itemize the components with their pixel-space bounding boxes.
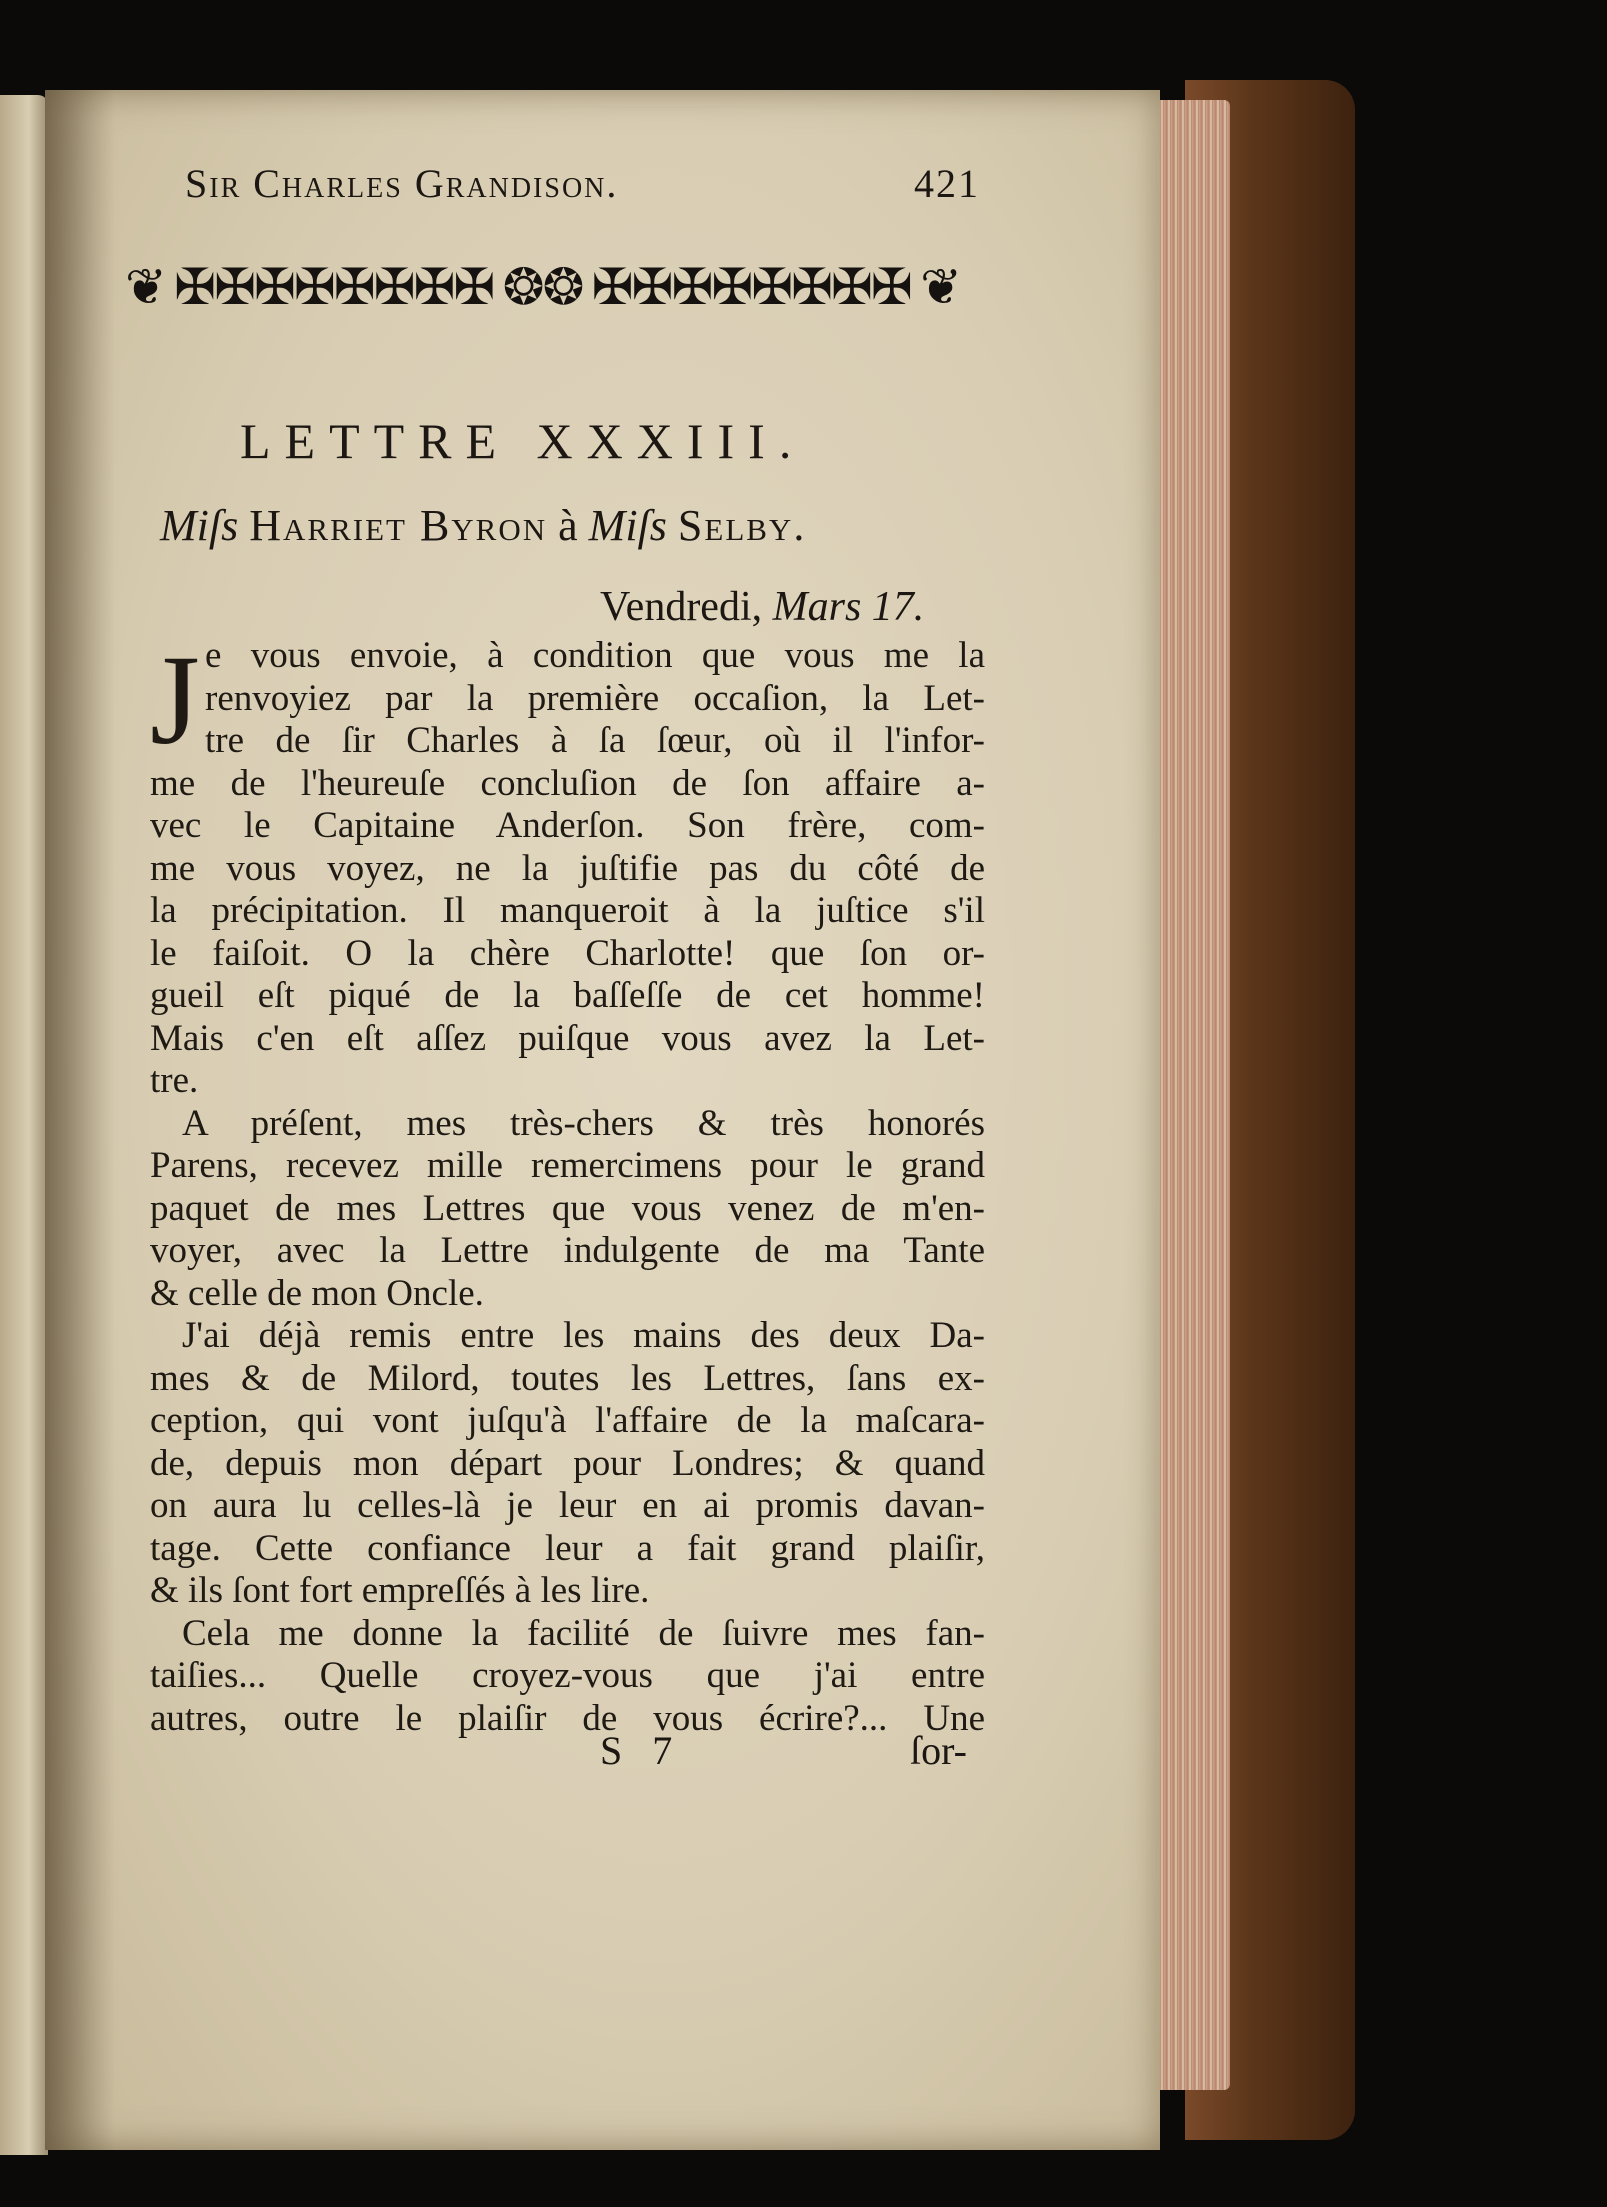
dateline bbox=[600, 583, 980, 631]
previous-page-edge bbox=[0, 95, 48, 2155]
to-prefix: Miſs bbox=[588, 501, 667, 550]
body-line: vec le Capitaine Anderſon. Son frère, com- bbox=[150, 805, 985, 846]
body-line: taiſies... Quelle croyez-vous que j'ai entre bbox=[150, 1655, 985, 1696]
body-line: A préſent, mes très-chers & très honorés bbox=[182, 1102, 985, 1144]
body-line: ception, qui vont juſqu'à l'affaire de la maſcara- bbox=[150, 1400, 985, 1441]
body-line: voyer, avec la Lettre indulgente de ma Tante bbox=[150, 1230, 985, 1271]
body-line: Parens, recevez mille remercimens pour le grand bbox=[150, 1145, 985, 1186]
body-line: gueil eſt piqué de la baſſeſſe de cet homme! bbox=[150, 975, 985, 1016]
gutter-shadow bbox=[45, 90, 115, 2150]
body-line: on aura lu celles-là je leur en ai promis davan- bbox=[150, 1485, 985, 1526]
body-line: tage. Cette confiance leur a fait grand plaiſir, bbox=[150, 1527, 985, 1569]
drop-cap: J bbox=[150, 629, 200, 771]
ornament-cross-row: ✠✠✠✠✠✠✠✠ bbox=[591, 259, 911, 315]
body-line: tre. bbox=[150, 1060, 199, 1101]
body-line: renvoyiez par la première occaſion, la Let- bbox=[205, 677, 985, 719]
running-head bbox=[185, 150, 980, 220]
body-line: Cela me donne la facilité de ſuivre mes fan- bbox=[182, 1612, 985, 1654]
ornament-center-icon: ❂❂ bbox=[502, 259, 583, 315]
ornamental-border bbox=[125, 250, 960, 325]
page-number: 421 bbox=[914, 161, 980, 206]
body-line: J'ai déjà remis entre les mains des deux Da- bbox=[182, 1315, 985, 1356]
dateline-date: Mars 17. bbox=[772, 584, 925, 630]
ornament-cross-row: ✠✠✠✠✠✠✠✠ bbox=[174, 259, 494, 315]
body-line: & ils ſont fort empreſſés à les lire. bbox=[150, 1570, 650, 1611]
body-line: me vous voyez, ne la juſtifie pas du côté de bbox=[150, 847, 985, 889]
body-line: mes & de Milord, toutes les Lettres, ſans ex- bbox=[150, 1357, 985, 1399]
body-line: le faiſoit. O la chère Charlotte! que ſon or- bbox=[150, 932, 985, 974]
running-title: Sir Charles Grandison. bbox=[185, 161, 619, 206]
salutation-connector: à bbox=[558, 501, 578, 550]
to-name: Selby. bbox=[677, 501, 807, 550]
body-line: tre de ſir Charles à ſa ſœur, où il l'infor- bbox=[205, 720, 985, 761]
ornament-flower-icon: ❦ bbox=[125, 259, 165, 315]
from-prefix: Miſs bbox=[160, 501, 239, 550]
from-name: Harriet Byron bbox=[249, 501, 548, 550]
signature-mark: S 7 bbox=[600, 1728, 683, 1773]
letter-salutation bbox=[160, 500, 960, 551]
body-line: de, depuis mon départ pour Londres; & quand bbox=[150, 1442, 985, 1484]
letter-body bbox=[150, 629, 985, 1740]
letter-heading: LETTRE XXXIII. bbox=[240, 413, 806, 469]
page-fore-edge bbox=[1150, 100, 1230, 2090]
body-line: & celle de mon Oncle. bbox=[150, 1272, 484, 1314]
body-line: e vous envoie, à condition que vous me la bbox=[205, 635, 985, 676]
body-line: autres, outre le plaiſir de vous écrire?... Une bbox=[150, 1697, 985, 1739]
dateline-day: Vendredi, bbox=[600, 584, 763, 630]
ornament-flower-icon: ❦ bbox=[920, 259, 960, 315]
body-line: la précipitation. Il manqueroit à la juſtice s'il bbox=[150, 890, 985, 931]
body-line: paquet de mes Lettres que vous venez de m'en- bbox=[150, 1187, 985, 1229]
body-line: me de l'heureuſe concluſion de ſon affaire a- bbox=[150, 762, 985, 804]
body-line: Mais c'en eſt aſſez puiſque vous avez la Let- bbox=[150, 1017, 985, 1059]
catchword: ſor- bbox=[910, 1728, 967, 1773]
